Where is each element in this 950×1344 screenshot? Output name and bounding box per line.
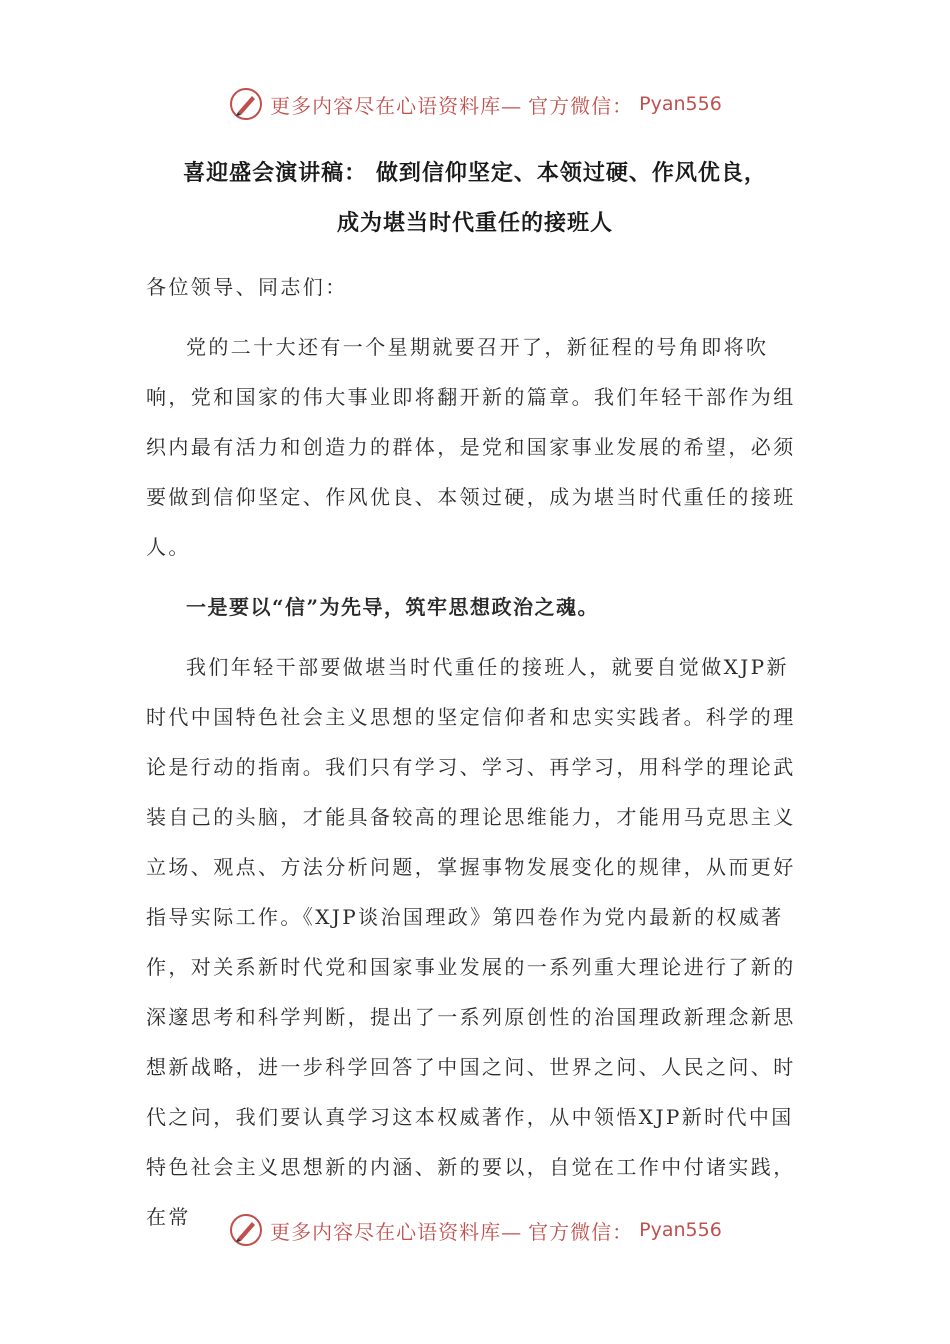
document-body — [146, 262, 810, 1252]
pen-logo-icon — [228, 1212, 264, 1248]
watermark-banner-bottom — [0, 1212, 950, 1248]
watermark-contact-text: 官方微信： — [528, 1219, 634, 1244]
paragraph-2: 我们年轻干部要做堪当时代重任的接班人，就要自觉做XJP新时代中国特色社会主义思想的坚定信仰者和忠实实践者。科学的理论是行动的指南。我们只有学习、学习、再学习，用科学的理论武装自己的头脑，才能具备较高的理论思维能力，才能用马克思主义立场、观点、方法分析问题，掌握事物发展变化的规律，从而更好指导实际工作。《XJP谈治国理政》第四卷作为党内最新的权威著作，对关系新时代党和国家事业发展的一系列重大理论进行了新的深邃思考和科学判断，提出了一系列原创性的治国理政新理念新思想新战略，进一步科学回答了中国之问、世界之问、人民之问、时代之问，我们要认真学习这本权威著作，从中领悟XJP新时代中国特色社会主义思想新的内涵、新的要以，自觉在工作中付诸实践，在常 — [146, 655, 796, 1229]
document-title-line-2: 成为堪当时代重任的接班人 — [336, 210, 613, 236]
watermark-brand-text: 更多内容尽在心语资料库— — [270, 1219, 523, 1244]
watermark-contact-text: 官方微信： — [528, 93, 634, 118]
watermark-brand-text: 更多内容尽在心语资料库— — [270, 93, 523, 118]
paragraph-1: 党的二十大还有一个星期就要召开了，新征程的号角即将吹响，党和国家的伟大事业即将翻开新的篇章。我们年轻干部作为组织内最有活力和创造力的群体，是党和国家事业发展的希望，必须要做到信仰坚定、作风优良、本领过硬，成为堪当时代重任的接班人。 — [146, 335, 796, 559]
watermark-handle: Pyan556 — [639, 93, 722, 115]
section-heading-1: 一是要以“信”为先导，筑牢思想政治之魂。 — [186, 595, 600, 619]
document-title-line-1: 喜迎盛会演讲稿： 做到信仰坚定、本领过硬、作风优良， — [183, 160, 767, 186]
watermark-banner-top — [0, 86, 950, 122]
pen-logo-icon — [228, 86, 264, 122]
watermark-handle: Pyan556 — [639, 1219, 722, 1241]
salutation: 各位领导、同志们： — [146, 275, 348, 299]
